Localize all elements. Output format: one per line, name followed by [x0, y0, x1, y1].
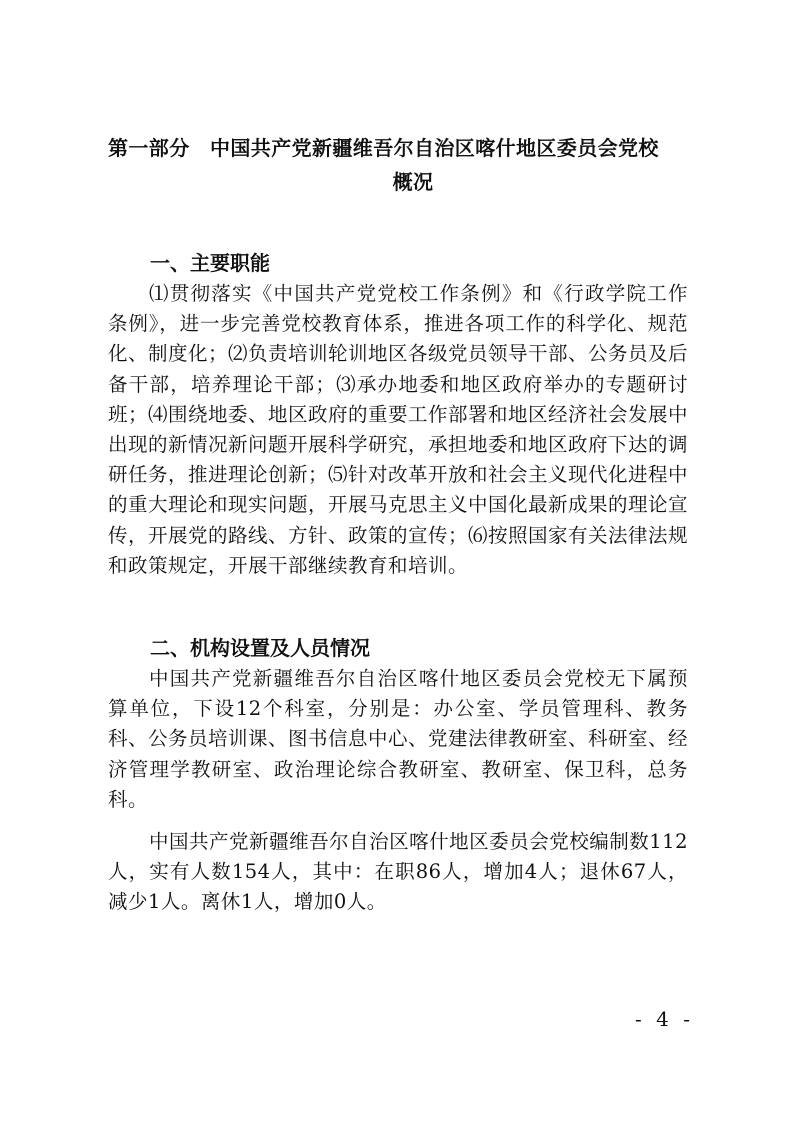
main-functions-paragraph: ⑴贯彻落实《中国共产党党校工作条例》和《行政学院工作条例》，进一步完善党校教育体系，推进各项工作的科学化、规范化、制度化；⑵负责培训轮训地区各级党员领导干部、公务员及后备干部，培养理论干部；⑶承办地委和地区政府举办的专题研讨班；⑷围绕地委、地区政府的重要工作部署和地区经济社会发展中出现的新情况新问题开展科学研究，承担地委和地区政府下达的调研任务，推进理论创新；⑸针对改革开放和社会主义现代化进程中的重大理论和现实问题，开展马克思主义中国化最新成果的理论宣传，开展党的路线、方针、政策的宣传；⑹按照国家有关法律法规和政策规定，开展干部继续教育和培训。 [108, 282, 689, 577]
page-number: - 4 - [635, 1007, 694, 1031]
document-title [108, 131, 698, 199]
title-line-2: 概况 [392, 170, 434, 194]
section-heading-organization: 二、机构设置及人员情况 [150, 636, 370, 660]
staffing-paragraph: 中国共产党新疆维吾尔自治区喀什地区委员会党校编制数112人，实有人数154人，其中：在职86人，增加4人；退休67人，减少1人。离休1人，增加0人。 [108, 830, 688, 914]
title-line-1: 第一部分 中国共产党新疆维吾尔自治区喀什地区委员会党校 [108, 136, 659, 160]
section-heading-main-functions: 一、主要职能 [150, 251, 270, 275]
organization-paragraph: 中国共产党新疆维吾尔自治区喀什地区委员会党校无下属预算单位，下设12个科室，分别是：办公室、学员管理科、教务科、公务员培训课、图书信息中心、党建法律教研室、科研室、经济管理学教研室、政治理论综合教研室、教研室、保卫科，总务科。 [108, 667, 689, 811]
